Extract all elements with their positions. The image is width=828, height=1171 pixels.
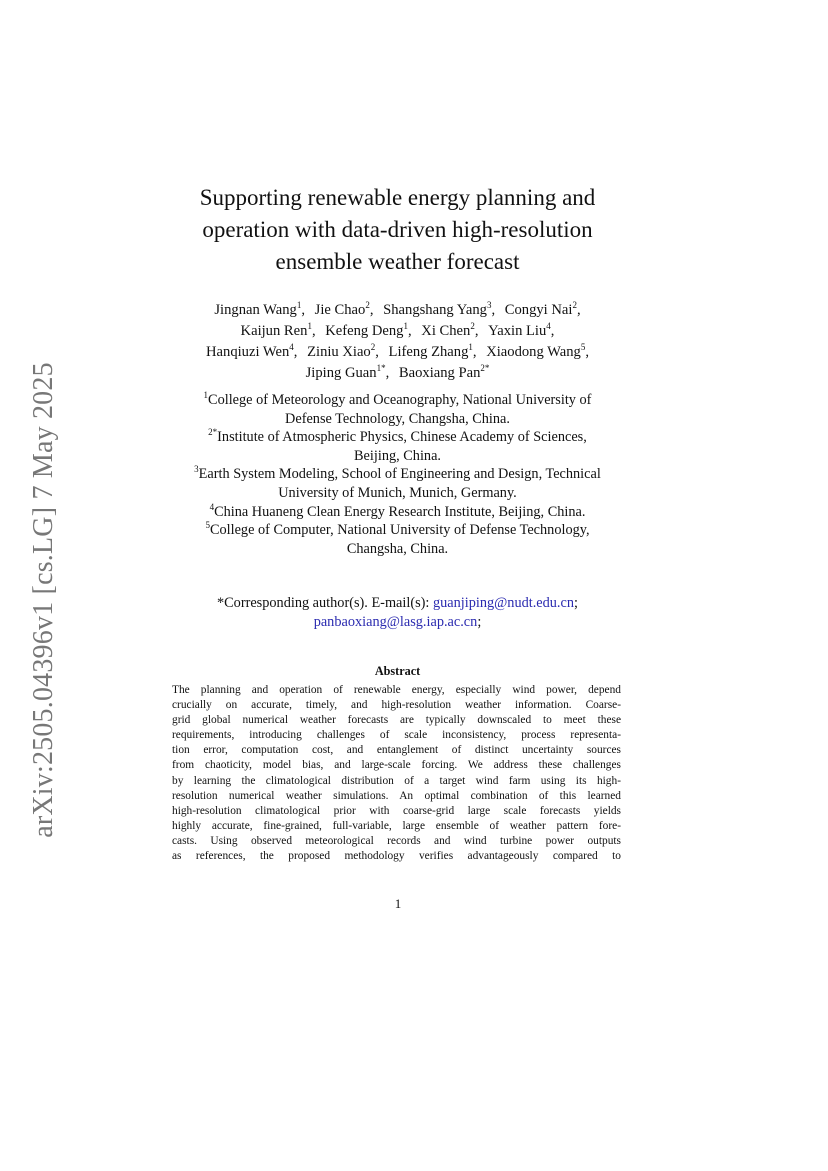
affiliation-list (150, 391, 645, 558)
author: Xi Chen$^2$, (421, 321, 479, 339)
author-row (150, 342, 645, 363)
affiliation: $^1$College of Meteorology and Oceanography, National University of Defense Technology, Changsha, China. (203, 390, 592, 427)
author-row (150, 321, 645, 342)
email-link-pan[interactable]: panbaoxiang@lasg.iap.ac.cn (313, 614, 478, 630)
abstract-line: The planning and operation of renewable energy, especially wind power, depend (172, 684, 621, 696)
title-line: operation with data-driven high-resolution (202, 217, 593, 242)
author-row (150, 300, 645, 321)
author: Jiping Guan$^{1*}$, (305, 363, 390, 381)
author: Xiaodong Wang$^5$, (486, 342, 589, 360)
abstract-line: highly accurate, fine-grained, full-variable, large ensemble of weather pattern fore- (172, 819, 621, 832)
author-row (150, 363, 645, 384)
abstract-line: crucially on accurate, timely, and high-resolution weather information. Coarse- (172, 699, 621, 712)
abstract-line: as references, the proposed methodology verifies advantageously compared to (172, 850, 621, 863)
email-link-guan[interactable]: guanjiping@nudt.edu.cn (432, 595, 575, 611)
title-line: Supporting renewable energy planning and (199, 185, 596, 210)
corresponding-label: *Corresponding author(s). E-mail(s): (216, 595, 433, 611)
title-line: ensemble weather forecast (275, 249, 520, 274)
author: Yaxin Liu$^4$, (488, 321, 555, 339)
author: Congyi Nai$^2$, (504, 300, 581, 318)
abstract-body (172, 683, 621, 864)
author: Jingnan Wang$^1$, (214, 300, 305, 318)
abstract-line: high-resolution climatological prior with coarse-grid large scale forecasts yields (172, 804, 621, 817)
author: Shangshang Yang$^3$, (383, 300, 496, 318)
abstract-line: resolution numerical weather simulations. An optimal combination of this learned (172, 789, 621, 802)
author: Lifeng Zhang$^1$, (388, 342, 477, 360)
arxiv-identifier: arXiv:2505.04396v1 [cs.LG] 7 May 2025 (28, 362, 59, 838)
author: Baoxiang Pan$^{2*}$ (398, 363, 490, 381)
affiliation: $^{2*}$Institute of Atmospheric Physics, Chinese Academy of Sciences, Beijing, China. (208, 427, 587, 464)
author: Hanqiuzi Wen$^4$, (206, 342, 298, 360)
abstract-line: by learning the climatological distribution of a target wind farm using its high- (172, 774, 621, 787)
author: Kaijun Ren$^1$, (240, 321, 316, 339)
abstract-line: casts. Using observed meteorological records and wind turbine power outputs (172, 834, 621, 847)
abstract-line: from chaoticity, model bias, and large-scale forcing. We address these challenges (172, 759, 621, 772)
author: Ziniu Xiao$^2$, (307, 342, 379, 360)
affiliation: $^4$China Huaneng Clean Energy Research Institute, Beijing, China. (209, 501, 586, 520)
author: Kefeng Deng$^1$, (325, 321, 412, 339)
abstract-heading: Abstract (374, 664, 421, 678)
page-number: 1 (394, 896, 402, 911)
affiliation: $^5$College of Computer, National University of Defense Technology, Changsha, China. (205, 520, 590, 557)
abstract-line: grid global numerical weather forecasts are typically downscaled to meet these (172, 714, 621, 727)
author: Jie Chao$^2$, (314, 300, 374, 318)
affiliation: $^3$Earth System Modeling, School of Engineering and Design, Technical University of Munich, Munich, Germany. (194, 464, 601, 501)
abstract-line: requirements, introducing challenges of scale inconsistency, process representa- (172, 729, 621, 742)
author-list (150, 300, 645, 384)
paper-title (150, 182, 645, 278)
corresponding-authors: *Corresponding author(s). E-mail(s): guanjiping@nudt.edu.cn; panbaoxiang@lasg.iap.ac.cn; (216, 595, 578, 630)
abstract-line: tion error, computation cost, and entanglement of distinct uncertainty sources (172, 744, 621, 757)
